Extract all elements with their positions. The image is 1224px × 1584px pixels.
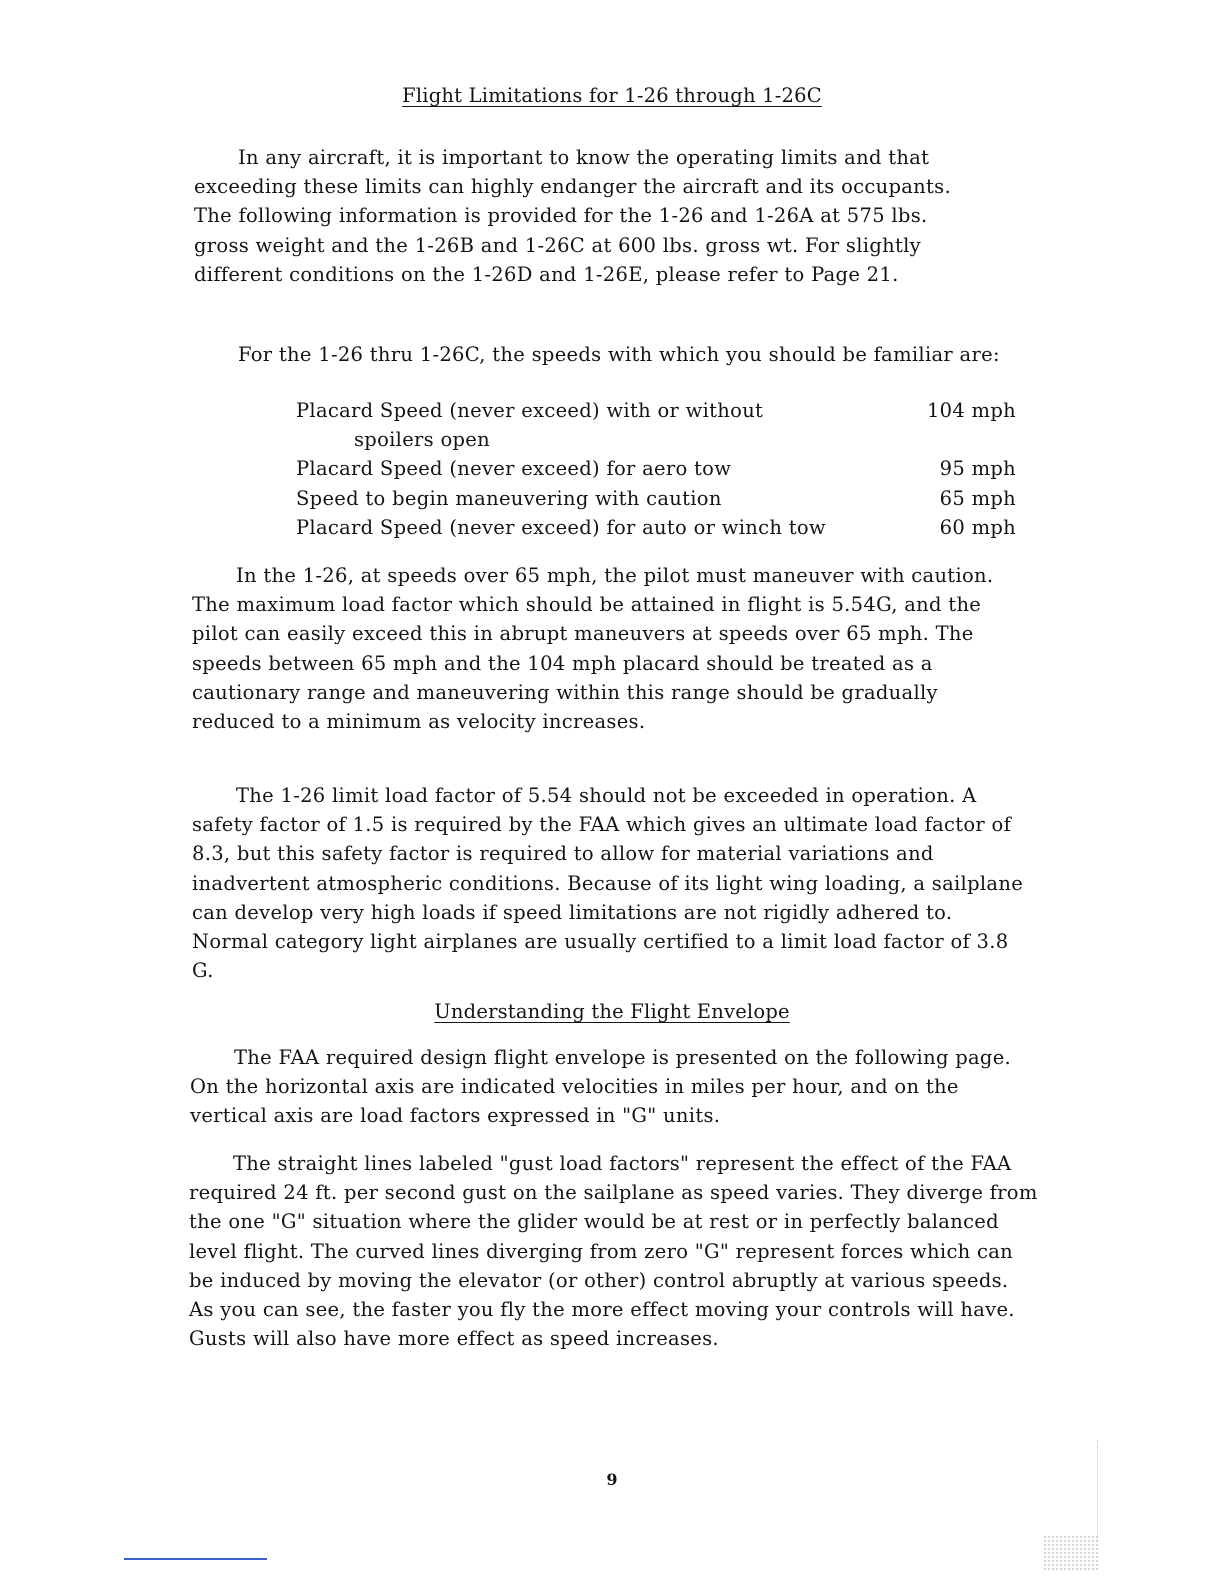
maneuvering-text: In the 1-26, at speeds over 65 mph, the pilot must maneuver with caution. The maximum load factor which should be attained in flight is 5.54G, and the pilot can easily exceed this in abrupt maneuvers at speeds over 65 mph. The speeds between 65 mph and the 104 mph placard should be treated as a cautionary range and maneuvering within this range should be gradually reduced to a minimum as velocity increases. [192,564,994,734]
speed-item [296,484,1016,513]
scan-artifact-dots [1043,1535,1098,1571]
page-number: 9 [606,1470,618,1489]
scan-artifact-edge [1097,1440,1099,1540]
speed-item [296,513,1016,542]
load-factor-paragraph [192,781,1032,985]
gust-lines-paragraph [189,1149,1039,1353]
speed-label: Placard Speed (never exceed) for aero tow [296,457,732,481]
speed-label: Placard Speed (never exceed) for auto or winch tow [296,515,826,539]
gust-lines-text: The straight lines labeled "gust load factors" represent the effect of the FAA required 24 ft. per second gust on the sailplane as speed varies. They diverge from the one "G" situation where the glider would be at rest or in perfectly balanced level flight. The curved lines diverging from zero "G" represent forces which can be induced by moving the elevator (or other) control abruptly at various speeds. As you can see, the faster you fly the more effect moving your controls will have. Gusts will also have more effect as speed increases. [189,1152,1038,1351]
speed-value: 60 mph [939,515,1016,539]
envelope-intro-paragraph [190,1043,1030,1131]
speed-item [296,396,1016,425]
intro-paragraph [194,143,974,289]
page-title: Flight Limitations for 1-26 through 1-26C [402,84,822,107]
scan-artifact-line [124,1558,267,1560]
speed-label-continuation: spoilers open [354,428,490,452]
envelope-intro-text: The FAA required design flight envelope is presented on the following page. On the horizontal axis are indicated velocities in miles per hour, and on the vertical axis are load factors expressed in "G" units. [190,1046,1012,1128]
speed-label: Speed to begin maneuvering with caution [296,486,722,510]
speed-value: 65 mph [939,486,1016,510]
maneuvering-paragraph [192,561,1012,736]
speed-value: 95 mph [939,457,1016,481]
speed-list [296,396,1016,542]
speeds-intro-paragraph [194,340,1034,369]
speed-item [296,454,1016,483]
load-factor-text: The 1-26 limit load factor of 5.54 should not be exceeded in operation. A safety factor of 1.5 is required by the FAA which gives an ultimate load factor of 8.3, but this safety factor is required to allow for material variations and inadvertent atmospheric conditions. Because of its light wing loading, a sailplane can develop very high loads if speed limitations are not rigidly adhered to. Normal category light airplanes are usually certified to a limit load factor of 3.8 G. [192,784,1024,983]
section-subheading: Understanding the Flight Envelope [434,1000,790,1023]
speed-value: 104 mph [926,399,1016,422]
intro-text: In any aircraft, it is important to know the operating limits and that exceeding these limits can highly endanger the aircraft and its occupants. The following information is provided for the 1-26 and 1-26A at 575 lbs. gross weight and the 1-26B and 1-26C at 600 lbs. gross wt. For slightly different conditions on the 1-26D and 1-26E, please refer to Page 21. [194,146,951,286]
speed-label: Placard Speed (never exceed) with or without [296,399,764,422]
speeds-intro-text: For the 1-26 thru 1-26C, the speeds with which you should be familiar are: [238,343,1000,366]
